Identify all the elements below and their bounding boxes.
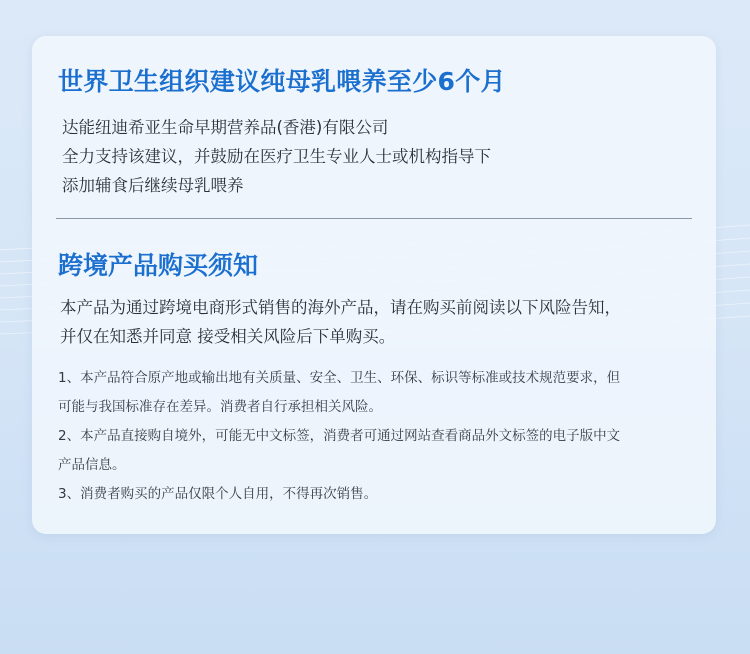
notice-item-3: 3、消费者购买的产品仅限个人自用，不得再次销售。 bbox=[58, 486, 378, 502]
cross-border-notice-title: 跨境产品购买须知 bbox=[58, 251, 259, 280]
section-divider bbox=[56, 218, 692, 219]
info-card bbox=[32, 36, 716, 534]
notice-intro-line-2: 并仅在知悉并同意 接受相关风险后下单购买。 bbox=[60, 327, 396, 346]
notice-item-2-line-2: 产品信息。 bbox=[58, 457, 126, 473]
notice-intro-line-1: 本产品为通过跨境电商形式销售的海外产品，请在购买前阅读以下风险告知， bbox=[60, 298, 621, 317]
notice-item-1-line-2: 可能与我国标准存在差异。消费者自行承担相关风险。 bbox=[58, 399, 382, 415]
notice-item-2-line-1: 2、本产品直接购自境外，可能无中文标签，消费者可通过网站查看商品外文标签的电子版中文 bbox=[58, 428, 621, 444]
company-statement-line-1: 达能纽迪希亚生命早期营养品(香港)有限公司 bbox=[62, 118, 389, 137]
notice-item-1-line-1: 1、本产品符合原产地或输出地有关质量、安全、卫生、环保、标识等标准或技术规范要求，但 bbox=[58, 370, 621, 386]
company-statement-line-3: 添加辅食后继续母乳喂养 bbox=[62, 176, 244, 195]
who-recommendation-heading: 世界卫生组织建议纯母乳喂养至少6个月 bbox=[58, 67, 506, 96]
company-statement-line-2: 全力支持该建议，并鼓励在医疗卫生专业人士或机构指导下 bbox=[62, 147, 491, 166]
